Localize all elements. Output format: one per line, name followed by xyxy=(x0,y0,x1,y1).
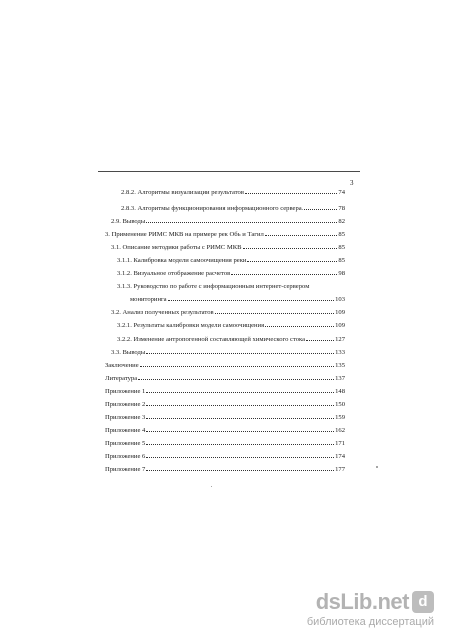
toc-entry xyxy=(121,187,345,197)
toc-entry xyxy=(117,334,345,344)
toc-leader xyxy=(245,187,337,194)
toc-entry-label: Приложение 7 xyxy=(105,466,146,473)
toc-entry xyxy=(105,412,345,422)
toc-entry-label: 3.1. Описание методики работы с РИМС МКВ xyxy=(111,244,242,251)
toc-entry xyxy=(105,399,345,409)
toc-leader xyxy=(265,320,334,327)
toc-entry xyxy=(111,216,345,226)
toc-entry xyxy=(105,229,345,239)
toc-entry-label: 3.1.3. Руководство по работе с информационным интернет-сервером xyxy=(117,283,310,290)
toc-leader xyxy=(138,373,334,380)
toc-entry xyxy=(105,360,345,370)
toc-entry-label: 3.2.1. Результаты калибровки модели самоочищения xyxy=(117,322,265,329)
toc-entry-page: 98 xyxy=(338,270,345,277)
toc-entry-label: Литература xyxy=(105,375,138,382)
toc-entry-label: 2.8.2. Алгоритмы визуализации результатов xyxy=(121,189,244,196)
toc-entry xyxy=(117,268,345,278)
toc-entry-label: 3.2.2. Изменение антропогенной составляющей химического стока xyxy=(117,336,306,343)
toc-leader xyxy=(243,242,338,249)
header-rule xyxy=(98,171,360,172)
toc-entry-page: 85 xyxy=(338,244,345,251)
toc-leader xyxy=(265,229,338,236)
toc-entry xyxy=(105,464,345,474)
toc-entry-page: 171 xyxy=(335,440,345,447)
toc-entry-label: Заключение xyxy=(105,362,139,369)
watermark-subtitle: библиотека диссертаций xyxy=(306,616,434,628)
toc-leader xyxy=(146,347,334,354)
toc-entry xyxy=(130,294,345,304)
toc-entry xyxy=(111,242,345,252)
toc-entry xyxy=(117,320,345,330)
toc-leader xyxy=(146,451,334,458)
toc-entry-label-cont: мониторинга xyxy=(130,296,167,303)
toc-entry-page: 78 xyxy=(338,205,345,212)
toc-entry-label: Приложение 6 xyxy=(105,453,146,460)
toc-entry-label: Приложение 4 xyxy=(105,427,146,434)
toc-leader xyxy=(140,360,334,367)
toc-entry xyxy=(105,438,345,448)
toc-leader xyxy=(146,386,334,393)
toc-entry-page: 85 xyxy=(338,257,345,264)
toc-entry-page: 109 xyxy=(335,322,345,329)
dslib-logo: dsLib.net xyxy=(315,589,409,614)
toc-entry xyxy=(111,347,345,357)
toc-entry-label: Приложение 2 xyxy=(105,401,146,408)
toc-entry xyxy=(105,451,345,461)
toc-entry-page: 103 xyxy=(335,296,345,303)
dslib-book-icon: d xyxy=(412,591,434,613)
toc-entry xyxy=(117,255,345,265)
toc-entry xyxy=(105,386,345,396)
toc-entry-page: 159 xyxy=(335,414,345,421)
toc-leader xyxy=(215,307,334,314)
toc-leader xyxy=(231,268,337,275)
toc-leader xyxy=(306,334,334,341)
toc-entry-label: 3.1.2. Визуальное отображение расчетов xyxy=(117,270,231,277)
toc-entry-page: 109 xyxy=(335,309,345,316)
toc-entry-page: 137 xyxy=(335,375,345,382)
toc-leader xyxy=(146,438,334,445)
toc-entry-page: 174 xyxy=(335,453,345,460)
toc-entry-label: 3. Применение РИМС МКВ на примере рек Обь и Тагил xyxy=(105,231,264,238)
scan-speck xyxy=(211,486,212,487)
toc-entry-label: Приложение 3 xyxy=(105,414,146,421)
toc-entry-page: 133 xyxy=(335,349,345,356)
toc-entry-page: 74 xyxy=(338,189,345,196)
toc-leader xyxy=(304,203,337,210)
toc-entry-label: Приложение 1 xyxy=(105,388,146,395)
toc-entry-label: 3.2. Анализ полученных результатов xyxy=(111,309,214,316)
toc-entry-label: 2.8.3. Алгоритмы функционирования информационного сервера. xyxy=(121,205,304,212)
toc-leader xyxy=(146,216,337,223)
toc-entry-label: 3.1.1. Калибровка модели самоочищения реки xyxy=(117,257,247,264)
toc-entry-page: 150 xyxy=(335,401,345,408)
toc-entry-page: 85 xyxy=(338,231,345,238)
toc-leader xyxy=(168,294,335,301)
toc-entry-page: 135 xyxy=(335,362,345,369)
toc-entry xyxy=(105,373,345,383)
toc-entry-label: 2.9. Выводы xyxy=(111,218,146,225)
page-number: 3 xyxy=(350,179,354,187)
toc-entry-page: 177 xyxy=(335,466,345,473)
toc-leader xyxy=(247,255,337,262)
dslib-watermark xyxy=(307,589,434,628)
toc-entry-page: 162 xyxy=(335,427,345,434)
toc-entry-page: 148 xyxy=(335,388,345,395)
toc-leader xyxy=(146,399,334,406)
toc-entry xyxy=(121,203,345,213)
toc-entry-label: Приложение 5 xyxy=(105,440,146,447)
toc-leader xyxy=(146,464,334,471)
scan-speck xyxy=(376,466,378,468)
toc-entry-page: 127 xyxy=(335,336,345,343)
toc-leader xyxy=(146,412,334,419)
toc-entry-page: 82 xyxy=(338,218,345,225)
toc-entry xyxy=(111,307,345,317)
toc-entry-label: 3.3. Выводы xyxy=(111,349,146,356)
toc-leader xyxy=(146,425,334,432)
toc-entry xyxy=(105,425,345,435)
